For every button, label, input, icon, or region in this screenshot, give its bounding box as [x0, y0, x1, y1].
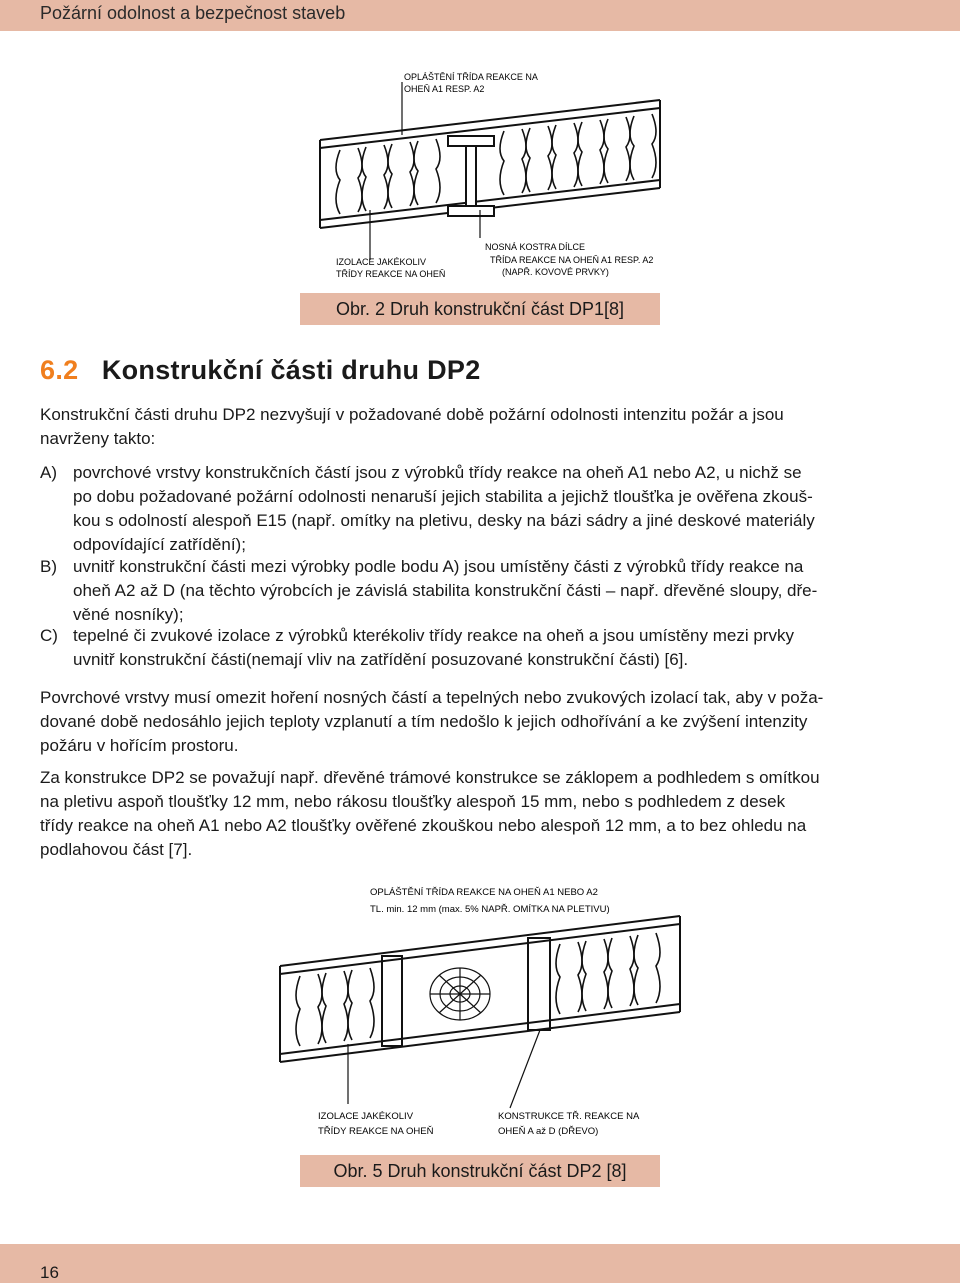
- running-header: Požární odolnost a bezpečnost staveb: [40, 3, 346, 23]
- figure1-label-frame-1: NOSNÁ KOSTRA DÍLCE: [485, 242, 586, 252]
- figure1-label-insulation-1: IZOLACE JAKÉKOLIV: [336, 257, 427, 267]
- text-line: požáru v hořícím prostoru.: [40, 736, 239, 755]
- text-line: odpovídající zatřídění);: [73, 535, 246, 554]
- figure2-caption: Obr. 5 Druh konstrukční část DP2 [8]: [300, 1155, 660, 1187]
- figure1-label-frame-2: TŘÍDA REAKCE NA OHEŇ A1 RESP. A2: [490, 255, 654, 265]
- text-line: kou s odolností alespoň E15 (např. omítky na pletivu, desky na bázi sádry a jiné deskové materiály: [73, 511, 815, 530]
- figure2-label-structure-1: KONSTRUKCE TŘ. REAKCE NA: [498, 1111, 640, 1122]
- section-number: 6.2: [40, 355, 79, 385]
- list-marker: C): [40, 626, 58, 645]
- text-line: navrženy takto:: [40, 429, 156, 448]
- text-line: oheň A2 až D (na těchto výrobcích je závislá stabilita konstrukční části – např. dřevěné sloupy, dře-: [73, 581, 818, 600]
- text-line: povrchové vrstvy konstrukčních částí jsou z výrobků třídy reakce na oheň A1 nebo A2, u nichž se: [73, 463, 802, 482]
- figure1-label-cladding-2: OHEŇ A1 RESP. A2: [404, 84, 485, 94]
- figure2-label-structure-2: OHEŇ A až D (DŘEVO): [498, 1126, 599, 1137]
- text-line: uvnitř konstrukční části(nemají vliv na zatřídění posuzované konstrukční části) [6].: [73, 650, 689, 669]
- text-line: na pletivu aspoň tloušťky 12 mm, nebo rákosu tloušťky alespoň 15 mm, nebo s podhledem z desek: [40, 792, 786, 811]
- text-line: tepelné či zvukové izolace z výrobků kterékoliv třídy reakce na oheň a jsou umístěny mezi prvky: [73, 626, 794, 645]
- text-line: Povrchové vrstvy musí omezit hoření nosných částí a tepelných nebo zvukových izolací tak, aby v poža-: [40, 688, 824, 707]
- intro-paragraph: [40, 403, 920, 451]
- list-item-c: [40, 624, 920, 672]
- figure2-label-insulation-2: TŘÍDY REAKCE NA OHEŇ: [318, 1126, 434, 1137]
- text-line: třídy reakce na oheň A1 nebo A2 tloušťky ověřené zkouškou nebo alespoň 12 mm, a to bez ohledu na: [40, 816, 807, 835]
- section-heading: [40, 355, 481, 386]
- text-line: po dobu požadované požární odolnosti nenaruší jejich stabilita a jejichž tloušťka je ověřena zkouš-: [73, 487, 813, 506]
- text-line: Konstrukční části druhu DP2 nezvyšují v požadované době požární odolnosti intenzitu požár a jsou: [40, 405, 784, 424]
- figure2-label-insulation-1: IZOLACE JAKÉKOLIV: [318, 1111, 414, 1122]
- paragraph-surface-layers: [40, 686, 920, 758]
- figure1-label-frame-3: (NAPŘ. KOVOVÉ PRVKY): [502, 267, 609, 277]
- paragraph-dp2-examples: [40, 766, 920, 862]
- page-number: 16: [40, 1263, 59, 1282]
- footer-bar: [0, 1244, 960, 1283]
- text-line: podlahovou část [7].: [40, 840, 193, 859]
- list-item-a: [40, 461, 920, 557]
- text-line: věné nosníky);: [73, 605, 184, 624]
- list-marker: A): [40, 463, 57, 482]
- figure1-label-insulation-2: TŘÍDY REAKCE NA OHEŇ: [336, 269, 446, 279]
- figure1-caption: Obr. 2 Druh konstrukční část DP1[8]: [300, 293, 660, 325]
- figure-dp1-diagram: [300, 60, 700, 290]
- text-line: Za konstrukce DP2 se považují např. dřevěné trámové konstrukce se záklopem a podhledem s omítkou: [40, 768, 820, 787]
- text-line: uvnitř konstrukční části mezi výrobky podle bodu A) jsou umístěny části z výrobků třídy reakce na: [73, 557, 804, 576]
- text-line: dované době nedosáhlo jejich teploty vzplanutí a tím nedošlo k jejich odhořívání a ke zvýšení intenzity: [40, 712, 808, 731]
- section-title: Konstrukční části druhu DP2: [101, 355, 481, 385]
- list-marker: B): [40, 557, 57, 576]
- figure2-label-cladding-1: OPLÁŠTĚNÍ TŘÍDA REAKCE NA OHEŇ A1 NEBO A2: [370, 887, 598, 898]
- figure2-label-cladding-2: TL. min. 12 mm (max. 5% NAPŘ. OMÍTKA NA PLETIVU): [370, 904, 610, 915]
- figure1-label-cladding-1: OPLÁŠTĚNÍ TŘÍDA REAKCE NA: [404, 72, 538, 82]
- list-item-b: [40, 555, 920, 627]
- figure-dp2-diagram: [260, 876, 700, 1146]
